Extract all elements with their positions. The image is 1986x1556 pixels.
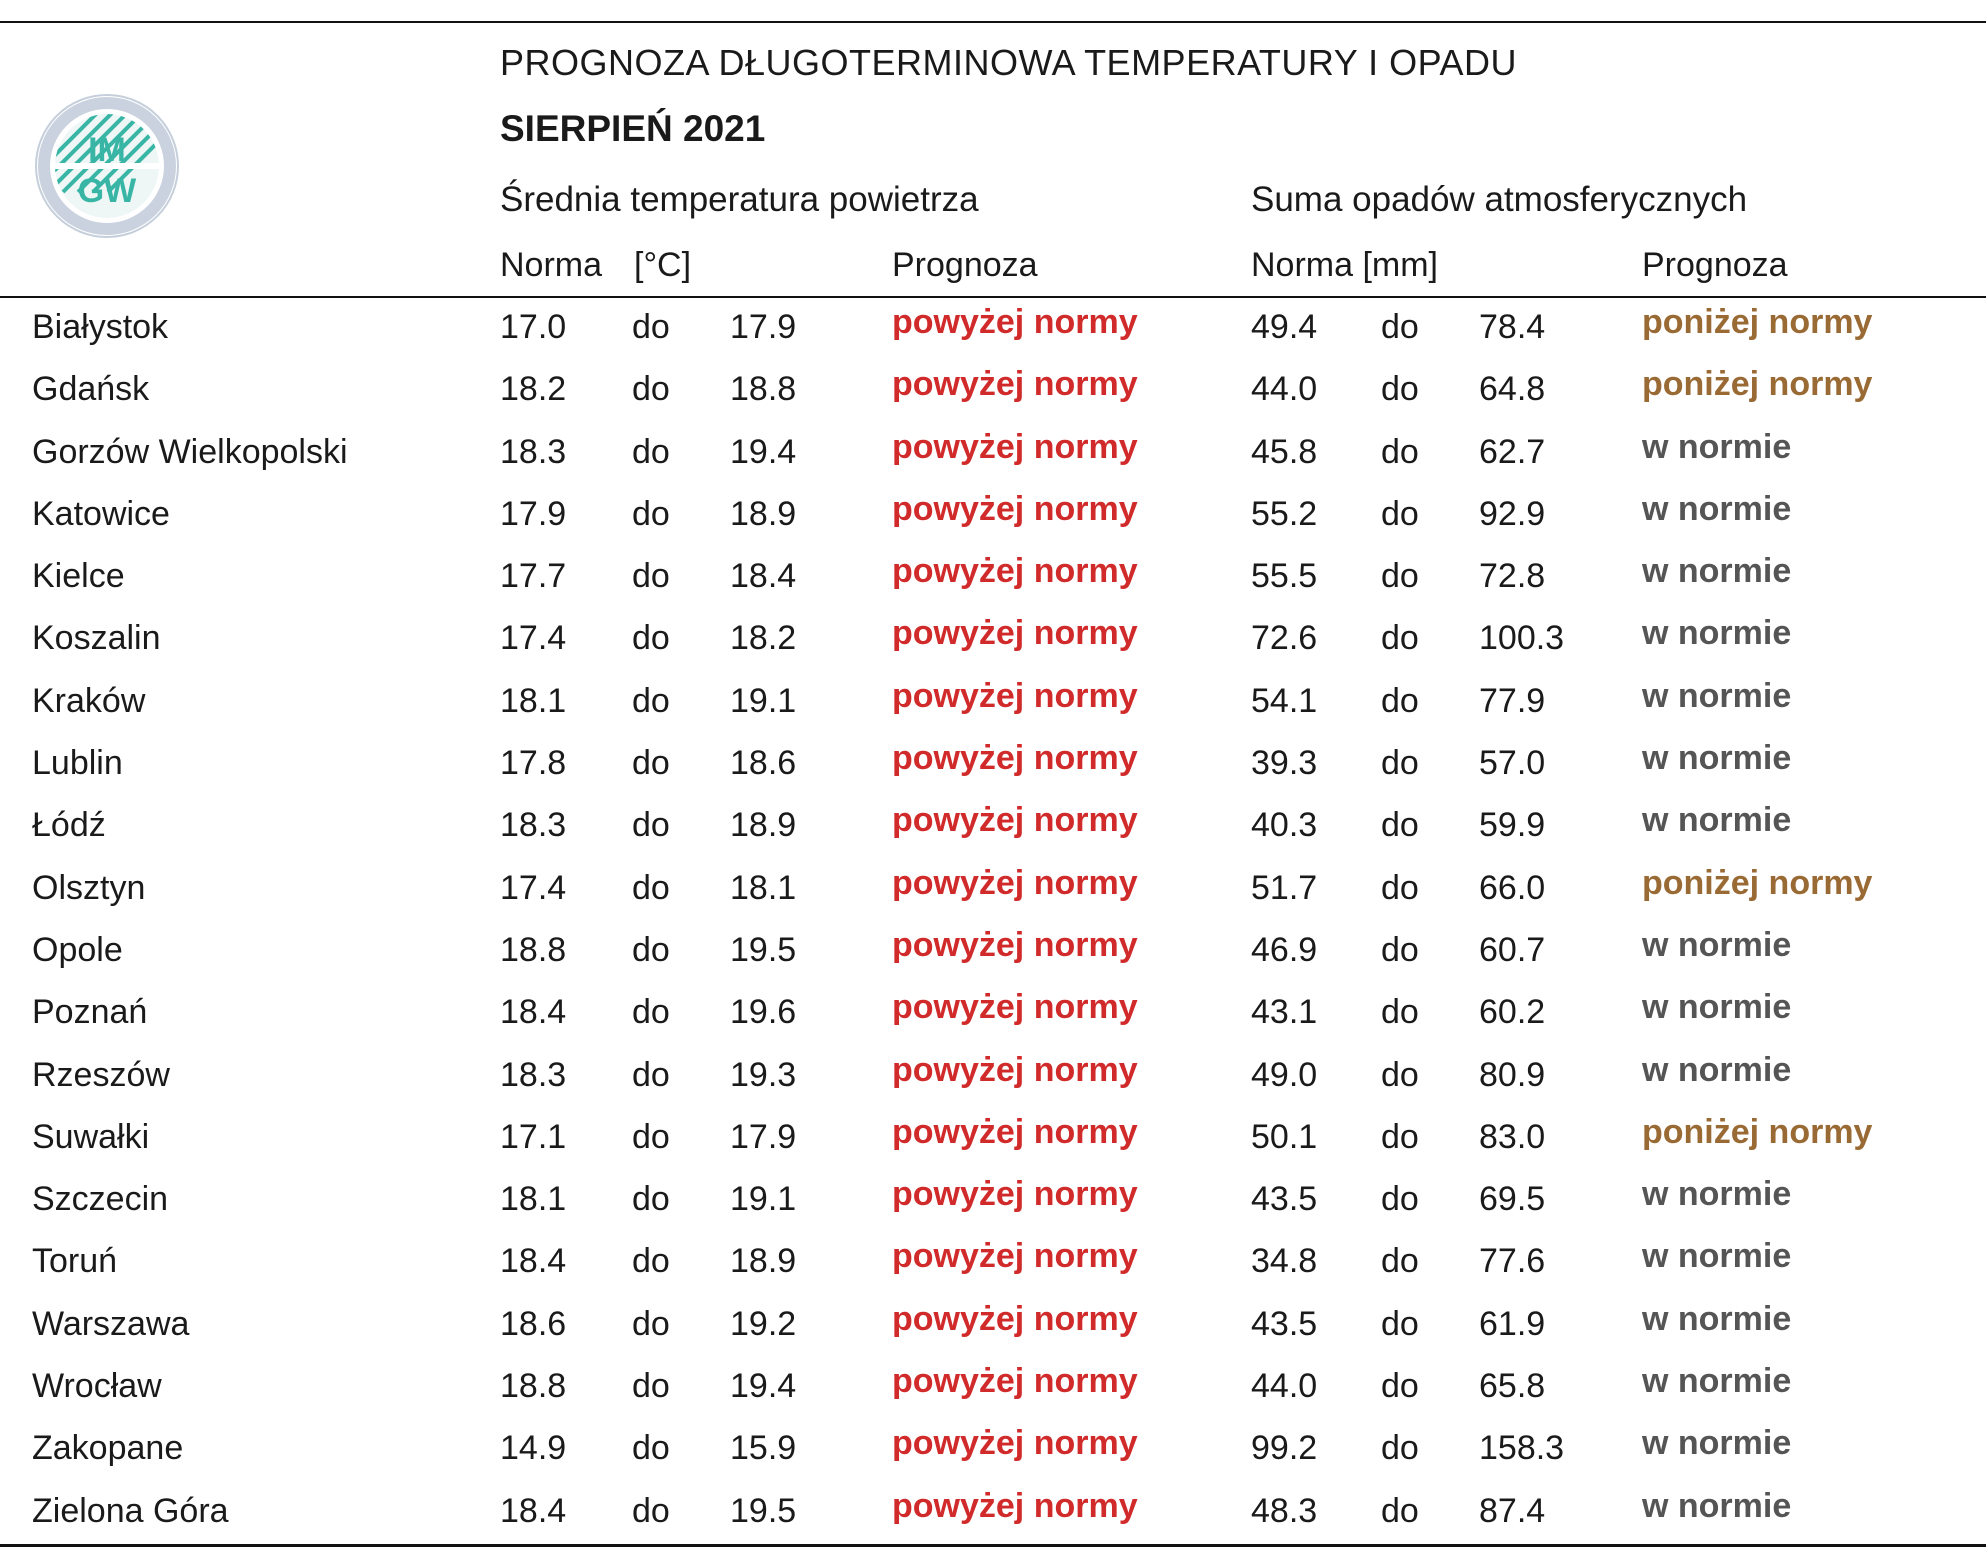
table-row (0, 1236, 1986, 1298)
temperature-connector: do (632, 681, 670, 720)
precipitation-forecast: w normie (1642, 1237, 1792, 1276)
temperature-norm-max: 17.9 (730, 1117, 797, 1156)
temperature-forecast: powyżej normy (892, 365, 1138, 404)
temperature-connector: do (632, 1304, 670, 1343)
temperature-forecast: powyżej normy (892, 925, 1138, 964)
city-name: Kraków (32, 681, 146, 720)
temperature-forecast: powyżej normy (892, 427, 1138, 466)
precipitation-norm-max: 66.0 (1479, 868, 1546, 907)
temperature-norm-min: 14.9 (500, 1429, 567, 1468)
table-row (0, 1361, 1986, 1423)
temperature-norm-min: 17.4 (500, 868, 567, 907)
table-row (0, 613, 1986, 675)
precipitation-connector: do (1381, 1367, 1419, 1406)
temperature-norm-max: 18.6 (730, 744, 797, 783)
precipitation-norm-max: 80.9 (1479, 1055, 1546, 1094)
precipitation-forecast: w normie (1642, 988, 1792, 1027)
precipitation-connector: do (1381, 993, 1419, 1032)
temperature-connector: do (632, 1242, 670, 1281)
temperature-norm-max: 19.1 (730, 681, 797, 720)
precipitation-forecast: poniżej normy (1642, 303, 1873, 341)
table-row (0, 489, 1986, 551)
precipitation-norm-min: 46.9 (1251, 930, 1318, 969)
precipitation-norm-min: 49.4 (1251, 308, 1318, 346)
precipitation-forecast: w normie (1642, 614, 1792, 653)
city-name: Zakopane (32, 1429, 184, 1468)
temperature-connector: do (632, 432, 670, 471)
city-name: Szczecin (32, 1180, 169, 1219)
precipitation-forecast: w normie (1642, 1362, 1792, 1401)
precipitation-norm-min: 51.7 (1251, 868, 1318, 907)
table-row (0, 676, 1986, 738)
city-name: Lublin (32, 744, 123, 783)
page-title: PROGNOZA DŁUGOTERMINOWA TEMPERATURY I OPADU (500, 42, 1517, 83)
precipitation-norm-max: 158.3 (1479, 1429, 1565, 1468)
temperature-forecast: powyżej normy (892, 1175, 1138, 1214)
precipitation-connector: do (1381, 930, 1419, 969)
table-row (0, 364, 1986, 426)
bottom-rule (0, 1544, 1986, 1547)
temperature-forecast: powyżej normy (892, 988, 1138, 1027)
table-row (0, 863, 1986, 925)
precipitation-connector: do (1381, 1242, 1419, 1281)
precipitation-norm-max: 64.8 (1479, 370, 1546, 409)
table-row (0, 1050, 1986, 1112)
temperature-norm-max: 18.9 (730, 1242, 797, 1281)
precipitation-forecast: poniżej normy (1642, 1112, 1873, 1151)
precipitation-connector: do (1381, 557, 1419, 596)
temperature-norm-max: 18.9 (730, 806, 797, 845)
city-name: Gdańsk (32, 370, 150, 409)
header-rule (0, 296, 1986, 298)
temperature-forecast: powyżej normy (892, 552, 1138, 591)
temperature-unit-heading: [°C] (634, 246, 692, 284)
temperature-connector: do (632, 1491, 670, 1530)
city-name: Opole (32, 930, 123, 969)
city-name: Wrocław (32, 1367, 162, 1406)
city-name: Koszalin (32, 619, 161, 658)
precipitation-norm-min: 72.6 (1251, 619, 1318, 658)
precipitation-forecast: w normie (1642, 676, 1792, 715)
logo-text-top: IM (88, 131, 126, 169)
temperature-forecast: powyżej normy (892, 489, 1138, 528)
precipitation-forecast: w normie (1642, 552, 1792, 591)
precipitation-forecast: poniżej normy (1642, 365, 1873, 404)
table-row (0, 800, 1986, 862)
temperature-norm-max: 15.9 (730, 1429, 797, 1468)
precipitation-connector: do (1381, 1180, 1419, 1219)
temperature-connector: do (632, 370, 670, 409)
city-name: Kielce (32, 557, 125, 596)
temperature-norm-min: 18.8 (500, 930, 567, 969)
top-rule (0, 21, 1986, 23)
precipitation-forecast: w normie (1642, 739, 1792, 778)
temperature-norm-min: 18.3 (500, 806, 567, 845)
temperature-connector: do (632, 557, 670, 596)
city-name: Katowice (32, 494, 170, 533)
precipitation-norm-max: 57.0 (1479, 744, 1546, 783)
temperature-norm-min: 18.3 (500, 432, 567, 471)
precipitation-connector: do (1381, 308, 1419, 346)
precipitation-norm-max: 77.6 (1479, 1242, 1546, 1281)
temperature-forecast: powyżej normy (892, 676, 1138, 715)
city-name: Białystok (32, 308, 169, 346)
table-row (0, 1299, 1986, 1361)
precipitation-connector: do (1381, 1304, 1419, 1343)
precipitation-forecast: w normie (1642, 1486, 1792, 1525)
precipitation-connector: do (1381, 868, 1419, 907)
table-row (0, 925, 1986, 987)
temperature-forecast: powyżej normy (892, 1112, 1138, 1151)
temperature-norm-min: 18.6 (500, 1304, 567, 1343)
table-row (0, 1112, 1986, 1174)
precipitation-norm-max: 60.2 (1479, 993, 1546, 1032)
temperature-norm-max: 18.8 (730, 370, 797, 409)
temperature-norm-min: 18.1 (500, 681, 567, 720)
city-name: Toruń (32, 1242, 118, 1281)
precipitation-connector: do (1381, 1491, 1419, 1530)
temperature-forecast: powyżej normy (892, 614, 1138, 653)
temperature-norm-max: 17.9 (730, 308, 797, 346)
precipitation-forecast-heading: Prognoza (1642, 246, 1788, 284)
temperature-norm-max: 19.1 (730, 1180, 797, 1219)
precipitation-norm-max: 83.0 (1479, 1117, 1546, 1156)
table-row (0, 302, 1986, 364)
temperature-connector: do (632, 494, 670, 533)
precipitation-group-heading: Suma opadów atmosferycznych (1251, 180, 1748, 219)
precipitation-forecast: w normie (1642, 1175, 1792, 1214)
temperature-norm-max: 19.5 (730, 1491, 797, 1530)
temperature-connector: do (632, 993, 670, 1032)
precipitation-norm-max: 78.4 (1479, 308, 1546, 346)
temperature-norm-min: 18.4 (500, 1242, 567, 1281)
temperature-norm-min: 18.3 (500, 1055, 567, 1094)
city-name: Olsztyn (32, 868, 146, 907)
precipitation-norm-min: 34.8 (1251, 1242, 1318, 1281)
temperature-norm-min: 17.1 (500, 1117, 567, 1156)
precipitation-norm-max: 62.7 (1479, 432, 1546, 471)
temperature-norm-max: 18.2 (730, 619, 797, 658)
table-row (0, 738, 1986, 800)
temperature-norm-min: 17.9 (500, 494, 567, 533)
temperature-forecast: powyżej normy (892, 1424, 1138, 1463)
temperature-norm-min: 18.1 (500, 1180, 567, 1219)
temperature-norm-max: 19.4 (730, 432, 797, 471)
city-name: Suwałki (32, 1117, 150, 1156)
temperature-connector: do (632, 1055, 670, 1094)
precipitation-connector: do (1381, 1429, 1419, 1468)
temperature-norm-min: 17.7 (500, 557, 567, 596)
precipitation-norm-min: 99.2 (1251, 1429, 1318, 1468)
temperature-forecast: powyżej normy (892, 863, 1138, 902)
temperature-norm-min: 17.8 (500, 744, 567, 783)
precipitation-norm-max: 77.9 (1479, 681, 1546, 720)
precipitation-forecast: w normie (1642, 1299, 1792, 1338)
precipitation-connector: do (1381, 619, 1419, 658)
precipitation-forecast: w normie (1642, 1424, 1792, 1463)
precipitation-norm-max: 72.8 (1479, 557, 1546, 596)
temperature-forecast: powyżej normy (892, 1362, 1138, 1401)
temperature-norm-heading: Norma (500, 246, 603, 284)
temperature-connector: do (632, 619, 670, 658)
temperature-forecast-heading: Prognoza (892, 246, 1038, 284)
temperature-connector: do (632, 930, 670, 969)
forecast-table (0, 302, 1986, 1548)
temperature-forecast: powyżej normy (892, 303, 1138, 341)
temperature-norm-max: 19.6 (730, 993, 797, 1032)
temperature-forecast: powyżej normy (892, 1050, 1138, 1089)
precipitation-connector: do (1381, 806, 1419, 845)
temperature-connector: do (632, 744, 670, 783)
precipitation-connector: do (1381, 370, 1419, 409)
temperature-norm-min: 18.8 (500, 1367, 567, 1406)
temperature-norm-min: 18.2 (500, 370, 567, 409)
precipitation-norm-max: 92.9 (1479, 494, 1546, 533)
precipitation-norm-min: 43.5 (1251, 1180, 1318, 1219)
imgw-logo (33, 92, 181, 240)
precipitation-forecast: w normie (1642, 489, 1792, 528)
precipitation-norm-min: 43.1 (1251, 993, 1318, 1032)
precipitation-connector: do (1381, 1117, 1419, 1156)
temperature-norm-max: 19.2 (730, 1304, 797, 1343)
precipitation-norm-min: 40.3 (1251, 806, 1318, 845)
city-name: Warszawa (32, 1304, 190, 1343)
precipitation-norm-heading: Norma [mm] (1251, 246, 1438, 284)
precipitation-connector: do (1381, 494, 1419, 533)
city-name: Gorzów Wielkopolski (32, 432, 348, 471)
temperature-group-heading: Średnia temperatura powietrza (500, 180, 979, 219)
temperature-norm-max: 18.9 (730, 494, 797, 533)
table-row (0, 1423, 1986, 1485)
table-row (0, 987, 1986, 1049)
precipitation-norm-min: 55.2 (1251, 494, 1318, 533)
precipitation-norm-min: 48.3 (1251, 1491, 1318, 1530)
precipitation-norm-max: 69.5 (1479, 1180, 1546, 1219)
table-row (0, 1174, 1986, 1236)
precipitation-forecast: w normie (1642, 1050, 1792, 1089)
precipitation-norm-max: 60.7 (1479, 930, 1546, 969)
temperature-connector: do (632, 1117, 670, 1156)
temperature-norm-min: 17.0 (500, 308, 567, 346)
table-row (0, 551, 1986, 613)
temperature-norm-max: 19.5 (730, 930, 797, 969)
precipitation-norm-min: 43.5 (1251, 1304, 1318, 1343)
city-name: Zielona Góra (32, 1491, 229, 1530)
city-name: Rzeszów (32, 1055, 170, 1094)
city-name: Łódź (32, 806, 106, 845)
precipitation-connector: do (1381, 432, 1419, 471)
temperature-norm-min: 17.4 (500, 619, 567, 658)
table-row (0, 427, 1986, 489)
precipitation-connector: do (1381, 681, 1419, 720)
temperature-connector: do (632, 308, 670, 346)
precipitation-connector: do (1381, 1055, 1419, 1094)
precipitation-forecast: w normie (1642, 925, 1792, 964)
precipitation-norm-max: 59.9 (1479, 806, 1546, 845)
precipitation-norm-min: 44.0 (1251, 1367, 1318, 1406)
temperature-connector: do (632, 1429, 670, 1468)
temperature-norm-min: 18.4 (500, 993, 567, 1032)
temperature-connector: do (632, 806, 670, 845)
precipitation-norm-max: 65.8 (1479, 1367, 1546, 1406)
temperature-connector: do (632, 1180, 670, 1219)
temperature-norm-max: 19.4 (730, 1367, 797, 1406)
precipitation-norm-min: 39.3 (1251, 744, 1318, 783)
precipitation-connector: do (1381, 744, 1419, 783)
precipitation-norm-min: 55.5 (1251, 557, 1318, 596)
page-subtitle: SIERPIEŃ 2021 (500, 108, 766, 149)
precipitation-norm-max: 87.4 (1479, 1491, 1546, 1530)
precipitation-norm-max: 61.9 (1479, 1304, 1546, 1343)
city-name: Poznań (32, 993, 148, 1032)
logo-text-bottom: GW (77, 172, 137, 210)
temperature-forecast: powyżej normy (892, 739, 1138, 778)
temperature-forecast: powyżej normy (892, 1237, 1138, 1276)
precipitation-norm-max: 100.3 (1479, 619, 1565, 658)
temperature-norm-max: 19.3 (730, 1055, 797, 1094)
temperature-norm-max: 18.1 (730, 868, 797, 907)
precipitation-norm-min: 45.8 (1251, 432, 1318, 471)
table-row (0, 1486, 1986, 1548)
temperature-norm-max: 18.4 (730, 557, 797, 596)
temperature-forecast: powyżej normy (892, 1486, 1138, 1525)
precipitation-norm-min: 44.0 (1251, 370, 1318, 409)
precipitation-forecast: poniżej normy (1642, 863, 1873, 902)
precipitation-forecast: w normie (1642, 801, 1792, 840)
temperature-norm-min: 18.4 (500, 1491, 567, 1530)
temperature-connector: do (632, 868, 670, 907)
temperature-forecast: powyżej normy (892, 801, 1138, 840)
precipitation-norm-min: 49.0 (1251, 1055, 1318, 1094)
precipitation-norm-min: 50.1 (1251, 1117, 1318, 1156)
precipitation-forecast: w normie (1642, 427, 1792, 466)
temperature-connector: do (632, 1367, 670, 1406)
precipitation-norm-min: 54.1 (1251, 681, 1318, 720)
temperature-forecast: powyżej normy (892, 1299, 1138, 1338)
